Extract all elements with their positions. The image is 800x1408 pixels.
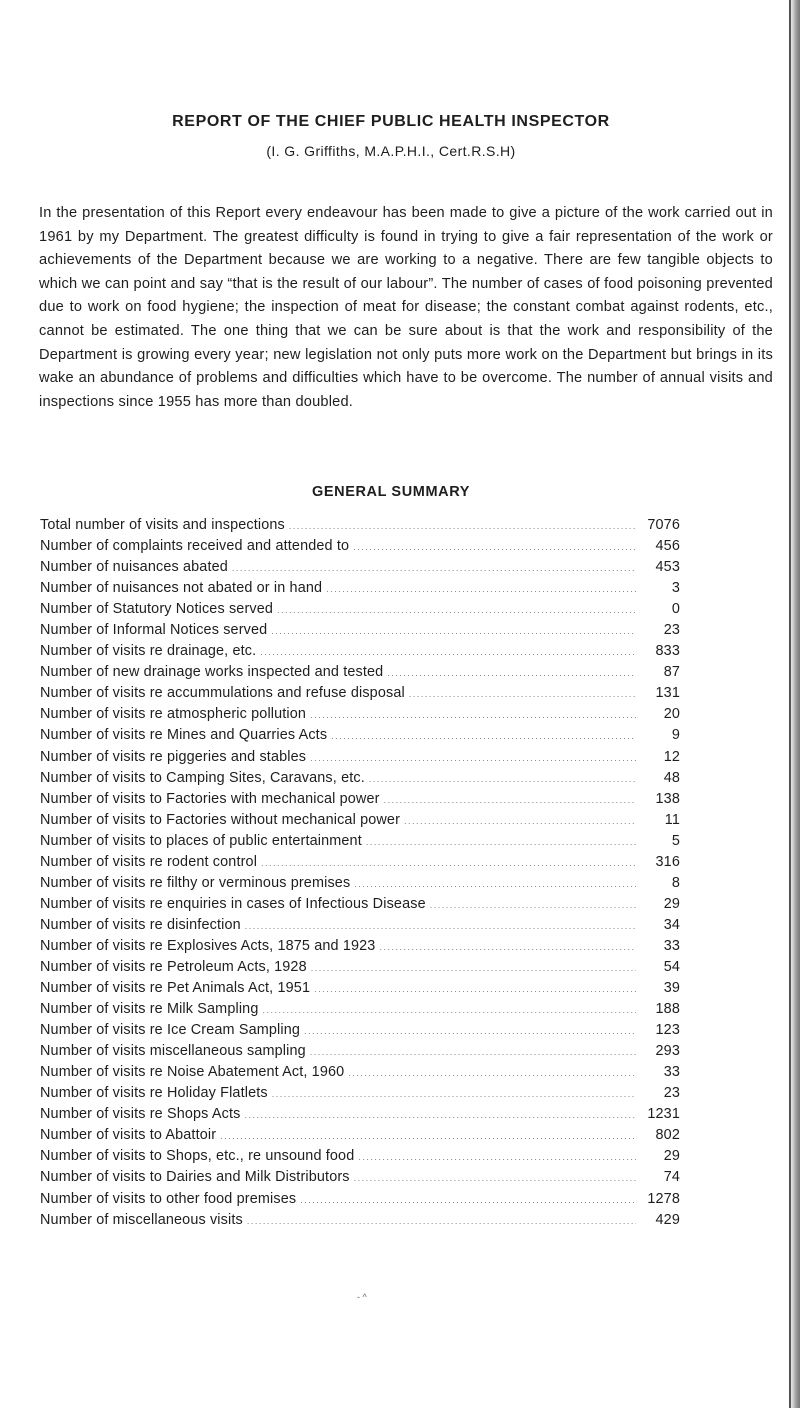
- summary-row-value: 29: [663, 1148, 680, 1165]
- summary-row: [40, 1127, 680, 1148]
- summary-row-value: 33: [663, 937, 680, 954]
- summary-row-value: 48: [663, 769, 680, 786]
- summary-row-value: 87: [663, 664, 680, 681]
- summary-row-leader: [366, 837, 636, 847]
- summary-row-label: Number of visits miscellaneous sampling: [40, 1043, 306, 1060]
- summary-row-leader: [354, 1173, 636, 1183]
- summary-row-value: 802: [655, 1127, 680, 1144]
- summary-row-value: 8: [671, 874, 680, 891]
- summary-row: [40, 622, 680, 643]
- summary-row-label: Number of visits to other food premises: [40, 1190, 297, 1207]
- summary-row-label: Number of visits to Factories without mechanical power: [40, 811, 401, 828]
- summary-row-value: 316: [655, 853, 680, 870]
- summary-row-value: 20: [663, 706, 680, 723]
- summary-row-leader: [220, 1131, 636, 1141]
- summary-row-label: Number of visits to Camping Sites, Caravans, etc.: [40, 769, 365, 786]
- summary-row-value: 138: [655, 790, 680, 807]
- summary-row: [40, 1085, 680, 1106]
- report-author: (I. G. Griffiths, M.A.P.H.I., Cert.R.S.H): [266, 143, 516, 159]
- summary-row-leader: [310, 1047, 636, 1057]
- summary-row-label: Number of Informal Notices served: [40, 622, 268, 639]
- summary-row: [40, 1148, 680, 1169]
- summary-row: [40, 1043, 680, 1064]
- summary-row-label: Number of visits to Dairies and Milk Distributors: [40, 1169, 350, 1186]
- summary-row: [40, 791, 680, 812]
- summary-row-leader: [271, 626, 636, 636]
- summary-row-value: 11: [664, 811, 680, 828]
- summary-row: [40, 1022, 680, 1043]
- summary-row-value: 7076: [647, 517, 680, 533]
- summary-row-value: 1278: [647, 1190, 680, 1207]
- summary-row-label: Number of visits to places of public entertainment: [40, 832, 362, 849]
- summary-row-value: 23: [663, 622, 680, 639]
- summary-row-label: Number of visits re Mines and Quarries Acts: [40, 727, 328, 744]
- summary-row: [40, 727, 680, 748]
- summary-row-value: 3: [671, 580, 680, 597]
- summary-row-leader: [310, 753, 636, 763]
- summary-row-value: 293: [655, 1043, 680, 1060]
- summary-row-value: 1231: [647, 1106, 680, 1123]
- report-title: REPORT OF THE CHIEF PUBLIC HEALTH INSPECTOR: [172, 113, 610, 130]
- summary-row: [40, 1106, 680, 1127]
- summary-row-leader: [404, 816, 636, 826]
- summary-row-value: 34: [663, 916, 680, 933]
- summary-row-label: Number of visits re atmospheric pollution: [40, 706, 307, 723]
- summary-row-value: 39: [663, 980, 680, 997]
- summary-row-label: Number of visits re filthy or verminous premises: [40, 874, 351, 891]
- summary-row: [40, 643, 680, 664]
- summary-row: [40, 938, 680, 959]
- summary-row-value: 429: [655, 1211, 680, 1228]
- summary-row-value: 33: [663, 1064, 680, 1081]
- summary-row-value: 5: [671, 832, 680, 849]
- summary-row-leader: [300, 1195, 636, 1205]
- summary-row-leader: [311, 963, 636, 973]
- summary-row-leader: [244, 1110, 636, 1120]
- summary-row-value: 9: [671, 727, 680, 744]
- summary-row-label: Number of nuisances not abated or in hand: [40, 580, 323, 597]
- summary-row-label: Number of visits re Ice Cream Sampling: [40, 1022, 301, 1039]
- summary-row-value: 453: [655, 559, 680, 576]
- summary-row: [40, 1064, 680, 1085]
- summary-row-label: Number of visits re Petroleum Acts, 1928: [40, 958, 307, 975]
- summary-row: [40, 770, 680, 791]
- footer-mark: - ^: [357, 1292, 367, 1302]
- summary-row: [40, 833, 680, 854]
- summary-row-leader: [232, 563, 636, 573]
- summary-row: [40, 875, 680, 896]
- summary-row-leader: [353, 542, 636, 552]
- summary-row-leader: [260, 647, 636, 657]
- summary-row-value: 12: [663, 748, 680, 765]
- summary-row: [40, 1212, 680, 1233]
- summary-row-leader: [304, 1026, 636, 1036]
- summary-row-label: Number of visits re Holiday Flatlets: [40, 1085, 268, 1102]
- summary-row-label: Number of visits re drainage, etc.: [40, 643, 257, 660]
- summary-row-leader: [379, 942, 636, 952]
- summary-row-leader: [262, 1005, 636, 1015]
- summary-row: [40, 896, 680, 917]
- summary-row-leader: [277, 605, 636, 615]
- summary-row-label: Number of visits re disinfection: [40, 916, 241, 933]
- summary-row-value: 131: [655, 685, 680, 702]
- summary-row: [40, 854, 680, 875]
- summary-row-value: 29: [663, 895, 680, 912]
- summary-row-label: Number of nuisances abated: [40, 559, 228, 576]
- summary-row-leader: [272, 1089, 636, 1099]
- summary-row: [40, 749, 680, 770]
- summary-heading: GENERAL SUMMARY: [311, 484, 471, 500]
- summary-row-label: Number of visits re piggeries and stables: [40, 748, 307, 765]
- summary-row-value: 123: [655, 1022, 680, 1039]
- summary-row: [40, 559, 680, 580]
- summary-row-value: 456: [655, 538, 680, 555]
- summary-row-leader: [261, 858, 636, 868]
- summary-row-leader: [387, 668, 636, 678]
- summary-row: [40, 980, 680, 1001]
- summary-row-label: Number of visits to Factories with mechanical power: [40, 790, 380, 807]
- summary-row: [40, 517, 680, 538]
- summary-row-leader: [314, 984, 636, 994]
- summary-row-leader: [245, 921, 636, 931]
- summary-row: [40, 1191, 680, 1212]
- summary-row-label: Number of miscellaneous visits: [40, 1211, 243, 1228]
- summary-row: [40, 685, 680, 706]
- summary-row-label: Number of visits re enquiries in cases of Infectious Disease: [40, 895, 426, 912]
- summary-row: [40, 706, 680, 727]
- intro-paragraph: In the presentation of this Report every endeavour has been made to give a picture of the work carried out in 1961 by my Department. The greatest difficulty is found in trying to give a fair representation of the work or achievements of the Department because we are working to a negative. There are few tangible objects to which we can point and say “that is the result of our labour”. The number of cases of food poisoning prevented due to work on food hygiene; the inspection of meat for disease; the constant combat against rodents, etc., cannot be estimated. The one thing that we can be sure about is that the work and responsibility of the Department is growing every year; new legislation not only puts more work on the Department but brings in its wake an abundance of problems and difficulties which have to be overcome. The number of annual visits and inspections since 1955 has more than doubled.: [39, 205, 773, 410]
- summary-row: [40, 1169, 680, 1190]
- summary-row-leader: [384, 795, 636, 805]
- summary-row: [40, 1001, 680, 1022]
- summary-row: [40, 580, 680, 601]
- summary-row-label: Number of visits re Explosives Acts, 1875 and 1923: [40, 937, 376, 954]
- summary-row-label: Number of visits to Abattoir: [40, 1127, 217, 1144]
- summary-row-leader: [326, 584, 636, 594]
- summary-row-value: 833: [655, 643, 680, 660]
- summary-row-leader: [348, 1068, 636, 1078]
- summary-row-leader: [409, 689, 636, 699]
- page-edge-line: [789, 0, 791, 1408]
- summary-row-label: Number of visits to Shops, etc., re unsound food: [40, 1148, 355, 1165]
- summary-row-leader: [247, 1216, 636, 1226]
- summary-row-value: 0: [671, 601, 680, 618]
- summary-row: [40, 538, 680, 559]
- summary-row-label: Number of visits re Shops Acts: [40, 1106, 241, 1123]
- summary-row-value: 54: [663, 958, 680, 975]
- summary-row: [40, 917, 680, 938]
- summary-row-label: Total number of visits and inspections: [40, 517, 285, 533]
- summary-row-label: Number of visits re rodent control: [40, 853, 258, 870]
- summary-row-leader: [331, 731, 636, 741]
- summary-row: [40, 812, 680, 833]
- summary-row-leader: [430, 900, 636, 910]
- summary-row-label: Number of new drainage works inspected and tested: [40, 664, 384, 681]
- summary-row-value: 188: [655, 1001, 680, 1018]
- summary-row-label: Number of complaints received and attended to: [40, 538, 350, 555]
- summary-row-label: Number of visits re Noise Abatement Act, 1960: [40, 1064, 345, 1081]
- summary-row-label: Number of visits re accummulations and refuse disposal: [40, 685, 405, 702]
- summary-row: [40, 664, 680, 685]
- summary-row-label: Number of visits re Pet Animals Act, 1951: [40, 980, 311, 997]
- summary-row: [40, 959, 680, 980]
- summary-row-value: 23: [663, 1085, 680, 1102]
- summary-row-value: 74: [663, 1169, 680, 1186]
- summary-row: [40, 601, 680, 622]
- summary-row-leader: [354, 879, 636, 889]
- summary-row-leader: [289, 521, 636, 531]
- summary-row-label: Number of visits re Milk Sampling: [40, 1001, 259, 1018]
- summary-row-leader: [358, 1152, 636, 1162]
- summary-row-label: Number of Statutory Notices served: [40, 601, 274, 618]
- summary-row-leader: [310, 710, 636, 720]
- summary-row-leader: [369, 774, 636, 784]
- summary-list: [40, 517, 680, 1233]
